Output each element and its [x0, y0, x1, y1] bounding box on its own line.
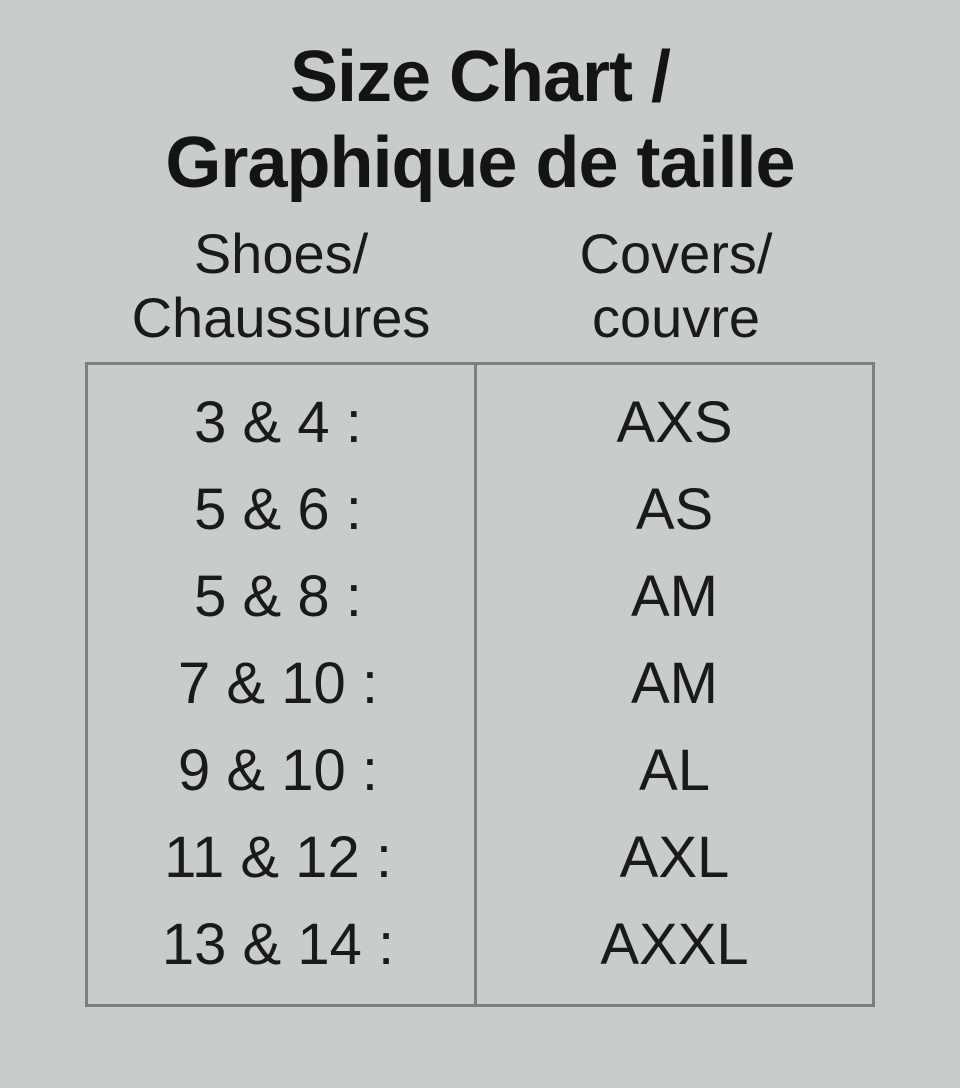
- table-row: AXL: [619, 825, 730, 890]
- table-row: 7 & 10 :: [178, 651, 378, 716]
- column-header-covers-line-1: Covers/: [579, 222, 773, 285]
- column-header-covers-line-2: couvre: [591, 286, 761, 349]
- table-row: 9 & 10 :: [178, 738, 378, 803]
- page-title-line-1: Size Chart /: [289, 37, 671, 117]
- column-header-covers: [477, 222, 875, 350]
- table-row: 5 & 6 :: [194, 477, 362, 542]
- table-row: AM: [631, 564, 718, 629]
- table-column-covers: [477, 365, 872, 1004]
- page-title-line-2: Graphique de taille: [165, 123, 795, 203]
- table-row: 5 & 8 :: [194, 564, 362, 629]
- page-title: [0, 0, 960, 206]
- table-row: AXS: [616, 390, 733, 455]
- table-row: 11 & 12 :: [164, 825, 392, 890]
- column-headers: [85, 222, 875, 350]
- column-header-shoes: [85, 222, 477, 350]
- column-header-shoes-line-2: Chaussures: [131, 286, 431, 349]
- table-row: AL: [639, 738, 710, 803]
- size-chart-table: [85, 362, 875, 1007]
- table-row: AM: [631, 651, 718, 716]
- table-row: 13 & 14 :: [161, 912, 395, 977]
- table-row: AXXL: [600, 912, 749, 977]
- table-column-shoes: [88, 365, 477, 1004]
- table-row: AS: [635, 477, 714, 542]
- column-header-shoes-line-1: Shoes/: [193, 222, 369, 285]
- table-row: 3 & 4 :: [194, 390, 362, 455]
